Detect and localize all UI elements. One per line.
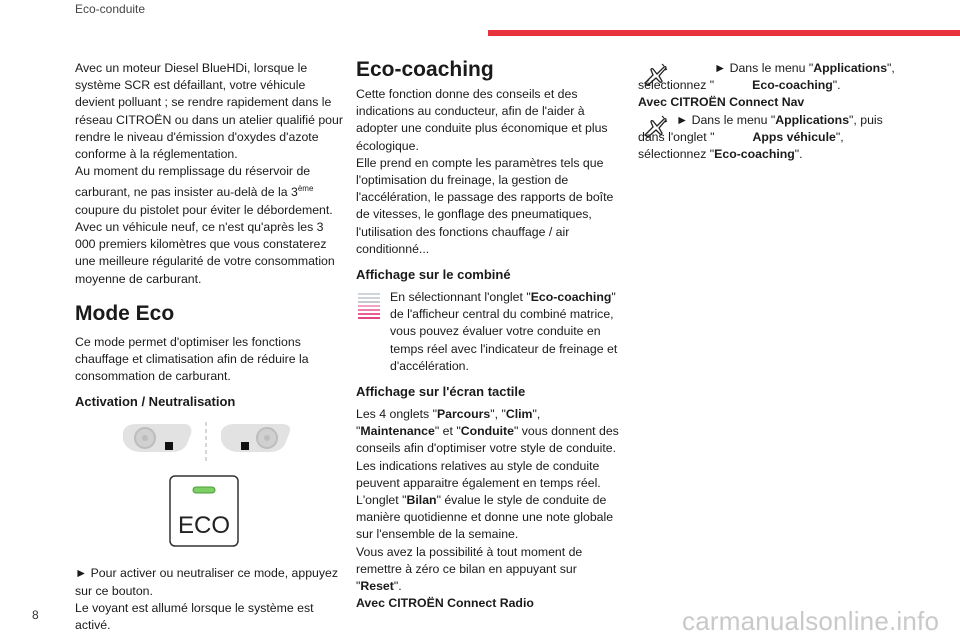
paragraph-reset bbox=[356, 544, 624, 596]
tab-apps-vehicule: Apps véhicule bbox=[752, 129, 836, 144]
heading-activation: Activation / Neutralisation bbox=[75, 394, 236, 410]
radio-instruction-row bbox=[638, 60, 906, 94]
paragraph-realtime: Les indications relatives au style de conduite peuvent apparaitre également en temps réel. bbox=[356, 458, 601, 490]
menu-applications: Applications bbox=[775, 112, 850, 127]
heading-mode-eco: Mode Eco bbox=[75, 301, 175, 325]
tab-bilan: Bilan bbox=[406, 493, 437, 508]
heading-connect-radio: Avec CITROËN Connect Radio bbox=[356, 596, 534, 611]
combine-tab-eco-coaching: Eco-coaching bbox=[530, 290, 612, 305]
refuel-text-b: coupure du pistolet pour éviter le débordement. bbox=[75, 202, 333, 217]
paragraph-nav-steps bbox=[638, 112, 906, 164]
steering-wheel-right-icon bbox=[257, 428, 277, 448]
dashboard-right-shape bbox=[221, 424, 290, 452]
heading-connect-nav: Avec CITROËN Connect Nav bbox=[638, 95, 805, 110]
combine-text-c: " de l'afficheur central du combiné matrice, vous pouvez évaluer votre conduite en temps réel avec l'indicateur de freinage et d'accélération. bbox=[390, 290, 618, 373]
refuel-superscript: ème bbox=[297, 184, 314, 194]
paragraph-new-vehicle: Avec un véhicule neuf, ce n'est qu'après les 3 000 premiers kilomètres que vous constaterez une meilleure régularité de votre consommation moyenne de carburant. bbox=[75, 219, 335, 286]
bilan-text-c: " évalue le style de conduite de manière quotidienne et donne une note globale sur l'ensemble de la semaine. bbox=[356, 493, 614, 542]
tabs-text-5: " vous donnent des conseils afin d'optimiser votre style de conduite. bbox=[356, 424, 619, 456]
heading-eco-coaching: Eco-coaching bbox=[356, 58, 494, 81]
paragraph-activate: ► Pour activer ou neutraliser ce mode, appuyez sur ce bouton. bbox=[75, 566, 339, 598]
tab-parcours: Parcours bbox=[436, 407, 491, 422]
dashboard-diagram bbox=[75, 420, 343, 555]
paragraph-bilan bbox=[356, 492, 624, 544]
menu-eco-coaching: Eco-coaching bbox=[752, 78, 833, 93]
nav-instruction-row bbox=[638, 112, 906, 164]
radio-step-text-c: ", sélectionnez " bbox=[638, 61, 895, 93]
heading-touchscreen: Affichage sur l'écran tactile bbox=[356, 384, 526, 400]
radio-step-text-e: ". bbox=[832, 78, 841, 93]
tabs-text-4: " et " bbox=[434, 424, 461, 439]
console-right-marker bbox=[241, 442, 249, 450]
combine-text-a: En sélectionnant l'onglet " bbox=[390, 290, 531, 305]
column-middle bbox=[356, 60, 624, 612]
tabs-text-2: ", " bbox=[490, 407, 506, 422]
nav-step-text-g: ". bbox=[794, 147, 803, 162]
steering-wheel-left-icon bbox=[135, 428, 155, 448]
paragraph-refuel bbox=[75, 163, 343, 219]
menu-applications: Applications bbox=[813, 61, 888, 75]
paragraph-parameters: Elle prend en compte les paramètres tels que l'optimisation du freinage, la gestion de l'accélération, le passage des rapports de boîte de vitesses, le gonflage des pneumatiques, l'utilisation des fonctions chauffage / air conditionné... bbox=[356, 155, 614, 256]
column-right bbox=[638, 60, 906, 163]
paragraph-scr-warning: Avec un moteur Diesel BlueHDi, lorsque le système SCR est défaillant, votre véhicule devient polluant ; se rendre rapidement dans le réseau CITROËN ou dans un atelier qualifié pour rendre le niveau d'émission d'oxydes d'azote conforme à la réglementation. bbox=[75, 61, 343, 162]
nav-step-text-a: ► Dans le menu " bbox=[676, 112, 776, 127]
paragraph-radio-steps bbox=[638, 60, 906, 94]
touch-press-icon bbox=[642, 62, 670, 91]
eco-button-label: ECO bbox=[177, 512, 231, 540]
watermark: carmanualsonline.info bbox=[682, 606, 940, 636]
paragraph-light: Le voyant est allumé lorsque le système est activé. bbox=[75, 600, 314, 632]
running-header-title: Eco-conduite bbox=[75, 2, 146, 16]
touch-press-icon bbox=[642, 114, 670, 143]
combine-row bbox=[356, 289, 624, 375]
tabs-text-3: ", " bbox=[356, 407, 541, 439]
eco-button-illustration bbox=[75, 420, 343, 555]
heading-combine-display: Affichage sur le combiné bbox=[356, 267, 511, 283]
reset-label: Reset bbox=[360, 579, 394, 594]
menu-eco-coaching: Eco-coaching bbox=[714, 147, 795, 162]
tab-maintenance: Maintenance bbox=[360, 424, 435, 439]
paragraph-tabs bbox=[356, 406, 624, 458]
reset-text-a: Vous avez la possibilité à tout moment de remettre à zéro ce bilan en appuyant sur " bbox=[356, 544, 583, 594]
tabs-text-1: Les 4 onglets " bbox=[356, 407, 437, 422]
column-left bbox=[75, 60, 343, 634]
console-left-marker bbox=[165, 442, 173, 450]
eco-coaching-gauge-icon bbox=[356, 291, 384, 326]
tab-clim: Clim bbox=[505, 407, 533, 422]
radio-step-text-a: ► Dans le menu " bbox=[714, 61, 814, 75]
nav-step-text-c: ", puis dans l'onglet " bbox=[638, 112, 883, 144]
tab-conduite: Conduite bbox=[460, 424, 514, 439]
page-number: 8 bbox=[32, 608, 39, 622]
header-accent-bar bbox=[488, 30, 960, 36]
paragraph-combine bbox=[390, 289, 624, 375]
paragraph-mode-eco: Ce mode permet d'optimiser les fonctions chauffage et climatisation afin de réduire la consommation de carburant. bbox=[75, 334, 309, 384]
reset-text-c: ". bbox=[393, 579, 402, 594]
bilan-text-a: L'onglet " bbox=[356, 493, 407, 508]
nav-step-text-e: ", sélectionnez " bbox=[638, 129, 844, 162]
eco-indicator-light bbox=[193, 487, 215, 493]
paragraph-function: Cette fonction donne des conseils et des indications au conducteur, afin de l'aider à adopter une conduite plus économique et plus écologique. bbox=[356, 87, 608, 153]
refuel-text-a: Au moment du remplissage du réservoir de carburant, ne pas insister au-delà de la 3 bbox=[75, 164, 311, 200]
dashboard-left-shape bbox=[123, 424, 191, 452]
